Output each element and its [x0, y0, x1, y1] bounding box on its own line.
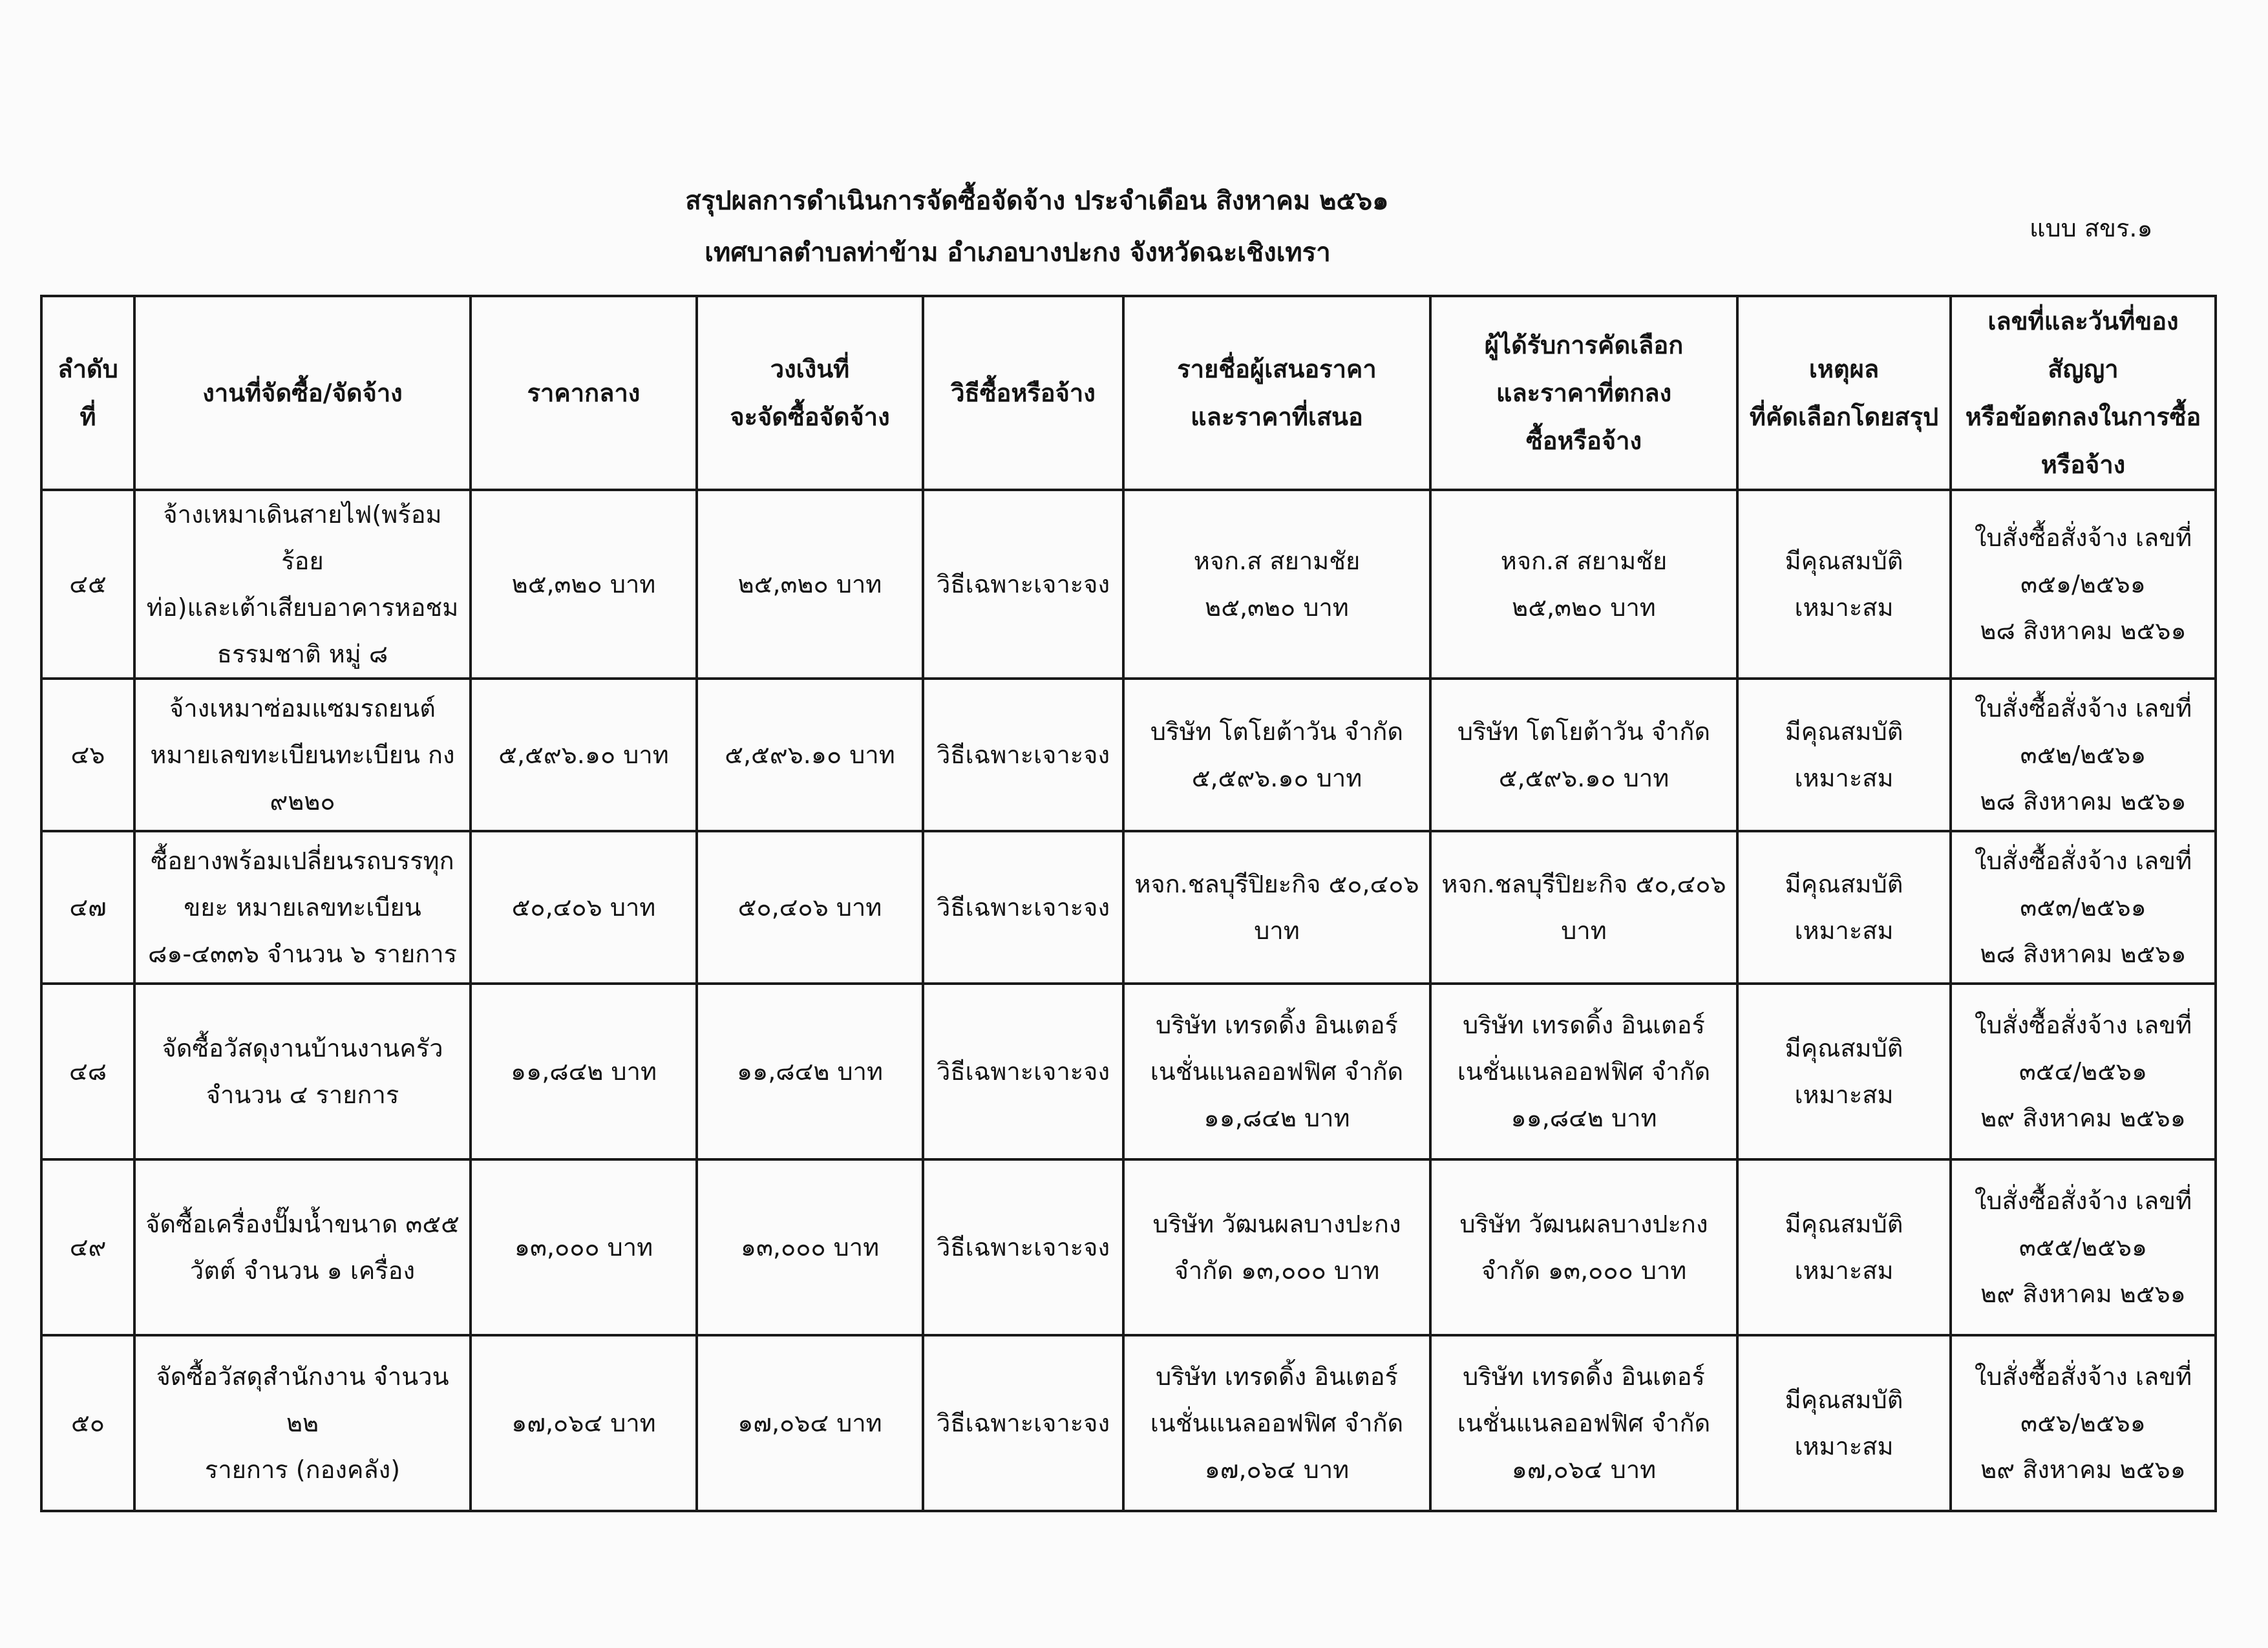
table-row	[41, 490, 2216, 679]
cell-median-price: ๑๗,๐๖๔ บาท	[471, 1335, 697, 1511]
cell-work: จัดซื้อเครื่องปั๊มน้ำขนาด ๓๕๕ วัตต์ จำนวน ๑ เครื่อง	[134, 1159, 471, 1335]
document-title: สรุปผลการดำเนินการจัดซื้อจัดจ้าง ประจำเดือน สิงหาคม ๒๕๖๑	[685, 186, 1389, 216]
table-row	[41, 831, 2216, 984]
cell-contract: ใบสั่งซื้อสั่งจ้าง เลขที่ ๓๕๓/๒๕๖๑ ๒๘ สิงหาคม ๒๕๖๑	[1951, 831, 2216, 984]
header-reason: เหตุผล ที่คัดเลือกโดยสรุป	[1737, 296, 1951, 490]
table-header-row	[41, 296, 2216, 490]
cell-method: วิธีเฉพาะเจาะจง	[923, 679, 1123, 831]
header-budget: วงเงินที่ จะจัดซื้อจัดจ้าง	[697, 296, 923, 490]
cell-no: ๔๕	[41, 490, 134, 679]
cell-budget: ๕,๕๙๖.๑๐ บาท	[697, 679, 923, 831]
cell-method: วิธีเฉพาะเจาะจง	[923, 1159, 1123, 1335]
cell-no: ๔๖	[41, 679, 134, 831]
document-subtitle: เทศบาลตำบลท่าข้าม อำเภอบางปะกง จังหวัดฉะเชิงเทรา	[705, 238, 1331, 268]
cell-bidders: บริษัท วัฒนผลบางปะกง จำกัด ๑๓,๐๐๐ บาท	[1123, 1159, 1430, 1335]
header-work: งานที่จัดซื้อ/จัดจ้าง	[134, 296, 471, 490]
cell-selected: หจก.ส สยามชัย ๒๕,๓๒๐ บาท	[1430, 490, 1737, 679]
cell-contract: ใบสั่งซื้อสั่งจ้าง เลขที่ ๓๕๑/๒๕๖๑ ๒๘ สิงหาคม ๒๕๖๑	[1951, 490, 2216, 679]
procurement-table	[40, 295, 2217, 1512]
cell-reason: มีคุณสมบัติ เหมาะสม	[1737, 490, 1951, 679]
cell-method: วิธีเฉพาะเจาะจง	[923, 831, 1123, 984]
form-code: แบบ สขร.๑	[2030, 214, 2153, 242]
cell-budget: ๒๕,๓๒๐ บาท	[697, 490, 923, 679]
cell-median-price: ๕,๕๙๖.๑๐ บาท	[471, 679, 697, 831]
cell-work: จัดซื้อวัสดุงานบ้านงานครัว จำนวน ๔ รายการ	[134, 984, 471, 1159]
header-method: วิธีซื้อหรือจ้าง	[923, 296, 1123, 490]
cell-selected: บริษัท โตโยต้าวัน จำกัด ๕,๕๙๖.๑๐ บาท	[1430, 679, 1737, 831]
cell-contract: ใบสั่งซื้อสั่งจ้าง เลขที่ ๓๕๕/๒๕๖๑ ๒๙ สิงหาคม ๒๕๖๑	[1951, 1159, 2216, 1335]
cell-contract: ใบสั่งซื้อสั่งจ้าง เลขที่ ๓๕๔/๒๕๖๑ ๒๙ สิงหาคม ๒๕๖๑	[1951, 984, 2216, 1159]
cell-contract: ใบสั่งซื้อสั่งจ้าง เลขที่ ๓๕๒/๒๕๖๑ ๒๘ สิงหาคม ๒๕๖๑	[1951, 679, 2216, 831]
cell-median-price: ๑๑,๘๔๒ บาท	[471, 984, 697, 1159]
cell-selected: หจก.ชลบุรีปิยะกิจ ๕๐,๔๐๖ บาท	[1430, 831, 1737, 984]
cell-method: วิธีเฉพาะเจาะจง	[923, 984, 1123, 1159]
cell-method: วิธีเฉพาะเจาะจง	[923, 490, 1123, 679]
cell-median-price: ๒๕,๓๒๐ บาท	[471, 490, 697, 679]
header-selected: ผู้ได้รับการคัดเลือก และราคาที่ตกลง ซื้อหรือจ้าง	[1430, 296, 1737, 490]
cell-budget: ๑๗,๐๖๔ บาท	[697, 1335, 923, 1511]
table-row	[41, 1335, 2216, 1511]
header-no: ลำดับที่	[41, 296, 134, 490]
cell-median-price: ๑๓,๐๐๐ บาท	[471, 1159, 697, 1335]
cell-reason: มีคุณสมบัติ เหมาะสม	[1737, 831, 1951, 984]
cell-bidders: บริษัท โตโยต้าวัน จำกัด ๕,๕๙๖.๑๐ บาท	[1123, 679, 1430, 831]
cell-reason: มีคุณสมบัติ เหมาะสม	[1737, 1159, 1951, 1335]
cell-selected: บริษัท เทรดดิ้ง อินเตอร์ เนชั่นแนลออฟฟิศ จำกัด ๑๑,๘๔๒ บาท	[1430, 984, 1737, 1159]
header-median-price: ราคากลาง	[471, 296, 697, 490]
cell-no: ๔๙	[41, 1159, 134, 1335]
cell-bidders: บริษัท เทรดดิ้ง อินเตอร์ เนชั่นแนลออฟฟิศ จำกัด ๑๑,๘๔๒ บาท	[1123, 984, 1430, 1159]
cell-budget: ๑๓,๐๐๐ บาท	[697, 1159, 923, 1335]
cell-reason: มีคุณสมบัติ เหมาะสม	[1737, 1335, 1951, 1511]
table-row	[41, 1159, 2216, 1335]
cell-median-price: ๕๐,๔๐๖ บาท	[471, 831, 697, 984]
cell-reason: มีคุณสมบัติ เหมาะสม	[1737, 679, 1951, 831]
table-row	[41, 679, 2216, 831]
table-row	[41, 984, 2216, 1159]
cell-bidders: บริษัท เทรดดิ้ง อินเตอร์ เนชั่นแนลออฟฟิศ จำกัด ๑๗,๐๖๔ บาท	[1123, 1335, 1430, 1511]
cell-contract: ใบสั่งซื้อสั่งจ้าง เลขที่ ๓๕๖/๒๕๖๑ ๒๙ สิงหาคม ๒๕๖๑	[1951, 1335, 2216, 1511]
cell-no: ๕๐	[41, 1335, 134, 1511]
cell-work: จ้างเหมาซ่อมแซมรถยนต์ หมายเลขทะเบียนทะเบียน กง ๙๒๒๐	[134, 679, 471, 831]
cell-no: ๔๗	[41, 831, 134, 984]
cell-work: จ้างเหมาเดินสายไฟ(พร้อมร้อย ท่อ)และเต้าเสียบอาคารหอชม ธรรมชาติ หมู่ ๘	[134, 490, 471, 679]
cell-selected: บริษัท วัฒนผลบางปะกง จำกัด ๑๓,๐๐๐ บาท	[1430, 1159, 1737, 1335]
cell-method: วิธีเฉพาะเจาะจง	[923, 1335, 1123, 1511]
cell-budget: ๑๑,๘๔๒ บาท	[697, 984, 923, 1159]
cell-budget: ๕๐,๔๐๖ บาท	[697, 831, 923, 984]
header-bidders: รายชื่อผู้เสนอราคา และราคาที่เสนอ	[1123, 296, 1430, 490]
cell-work: ซื้อยางพร้อมเปลี่ยนรถบรรทุก ขยะ หมายเลขทะเบียน ๘๑-๔๓๓๖ จำนวน ๖ รายการ	[134, 831, 471, 984]
cell-bidders: หจก.ชลบุรีปิยะกิจ ๕๐,๔๐๖ บาท	[1123, 831, 1430, 984]
cell-reason: มีคุณสมบัติ เหมาะสม	[1737, 984, 1951, 1159]
cell-bidders: หจก.ส สยามชัย ๒๕,๓๒๐ บาท	[1123, 490, 1430, 679]
header-contract: เลขที่และวันที่ของสัญญา หรือข้อตกลงในการซื้อ หรือจ้าง	[1951, 296, 2216, 490]
cell-selected: บริษัท เทรดดิ้ง อินเตอร์ เนชั่นแนลออฟฟิศ จำกัด ๑๗,๐๖๔ บาท	[1430, 1335, 1737, 1511]
cell-no: ๔๘	[41, 984, 134, 1159]
cell-work: จัดซื้อวัสดุสำนักงาน จำนวน ๒๒ รายการ (กองคลัง)	[134, 1335, 471, 1511]
